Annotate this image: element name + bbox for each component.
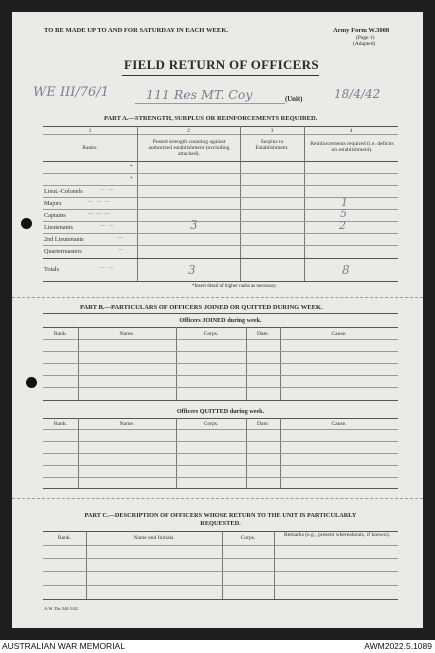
joined-row-line-4 xyxy=(43,387,398,388)
joined-col-corps: Corps. xyxy=(203,331,219,337)
handwritten-reference: WE III/76/1 xyxy=(33,85,109,100)
archive-name: AUSTRALIAN WAR MEMORIAL xyxy=(2,641,125,651)
col-number-4: 4 xyxy=(349,128,353,134)
row-leader: — — xyxy=(100,266,115,271)
row-leader: — — xyxy=(100,188,115,193)
required-captains-value: 5 xyxy=(340,207,347,220)
joined-title: Officers JOINED during week. xyxy=(179,317,262,324)
joined-col-cause: Cause. xyxy=(331,331,347,337)
quitted-col-corps: Corps. xyxy=(203,421,219,427)
joined-col-name: Name. xyxy=(119,331,135,337)
rank-majors: Majors xyxy=(44,200,62,207)
handwritten-unit: 111 Res MT. Coy xyxy=(146,87,253,102)
handwritten-date: 18/4/42 xyxy=(334,87,381,101)
print-code: A.W. Dst 546 5/42 xyxy=(44,606,78,611)
row-leader: — — — xyxy=(88,200,111,205)
form-page: (Page 1) xyxy=(356,35,375,41)
part-c-col-rank: Rank. xyxy=(57,535,72,541)
part-c-col-remarks: Remarks (e.g., present whereabouts, if known). xyxy=(284,532,390,538)
form-number: Army Form W.3008 xyxy=(333,27,390,34)
part-c-title-line1: PART C.—DESCRIPTION OF OFFICERS WHOSE RETURN TO THE UNIT IS PARTICULARLY xyxy=(84,512,357,519)
unit-line xyxy=(135,103,285,104)
posted-totals-value: 3 xyxy=(188,263,196,277)
page-title: FIELD RETURN OF OFFICERS xyxy=(124,57,319,72)
quitted-title-rule xyxy=(43,418,398,419)
part-c-row-line-2 xyxy=(43,571,398,572)
col-number-3: 3 xyxy=(270,128,274,134)
col-header-reinforcements: Reinforcements required (i.e. deficits on establishment). xyxy=(310,141,394,153)
part-a-title: PART A.—STRENGTH, SURPLUS OR REINFORCEMENTS REQUIRED. xyxy=(104,115,318,122)
row-line-5 xyxy=(43,245,398,246)
rank-2nd-lieutenants: 2nd Lieutenants xyxy=(44,236,84,243)
part-a-top-rule xyxy=(43,126,398,127)
punch-hole-top xyxy=(21,218,32,229)
blank-row-asterisk-1: * xyxy=(130,165,133,170)
quitted-title: Officers QUITTED during week. xyxy=(176,408,265,415)
quitted-col-cause: Cause. xyxy=(331,421,347,427)
row-leader: — — xyxy=(100,224,115,229)
rank-captains: Captains xyxy=(44,212,66,219)
part-c-col-name: Name and Initials. xyxy=(133,535,175,541)
rank-lieut-colonels: Lieut.-Colonels xyxy=(44,188,83,195)
joined-top-rule xyxy=(43,313,398,314)
joined-row-line-1 xyxy=(43,351,398,352)
part-c-title-line2: REQUESTED. xyxy=(200,520,241,527)
header-instruction: TO BE MADE UP TO AND FOR SATURDAY IN EACH WEEK. xyxy=(44,27,229,34)
section-separator-b-c xyxy=(12,498,423,499)
part-c-header-rule xyxy=(43,545,398,546)
joined-title-rule xyxy=(43,327,398,328)
archive-caption-bar xyxy=(0,640,435,653)
joined-bottom-rule xyxy=(43,400,398,401)
blank-row-asterisk-2: * xyxy=(130,177,133,182)
row-leader: — xyxy=(118,248,124,253)
quitted-col-date: Date. xyxy=(257,421,269,427)
part-a-bottom-rule xyxy=(43,281,398,282)
posted-lieutenants-value: 3 xyxy=(190,218,198,232)
quitted-bottom-rule xyxy=(43,488,398,489)
required-totals-value: 8 xyxy=(342,263,350,277)
col-header-ranks: Ranks. xyxy=(82,145,98,151)
row-leader: — xyxy=(118,236,124,241)
joined-col-date: Date. xyxy=(257,331,269,337)
part-c-col-divider-3 xyxy=(274,531,275,599)
joined-row-line-2 xyxy=(43,363,398,364)
row-leader: — — — xyxy=(88,212,111,217)
part-c-col-corps: Corps. xyxy=(240,535,256,541)
quitted-row-line-4 xyxy=(43,477,398,478)
part-c-col-divider-1 xyxy=(86,531,87,599)
quitted-header-rule xyxy=(43,429,398,430)
col-number-1: 1 xyxy=(88,128,92,134)
part-a-number-rule xyxy=(43,134,398,135)
col-header-posted: Posted strength counting against authorized establishment (excluding attached). xyxy=(148,139,230,157)
part-c-row-line-1 xyxy=(43,558,398,559)
row-line-blank-1 xyxy=(43,173,398,174)
higher-ranks-note: *Insert detail of higher ranks as necessary. xyxy=(192,284,277,289)
quitted-row-line-3 xyxy=(43,465,398,466)
catalogue-number: AWM2022.5.1089 xyxy=(364,641,432,651)
rank-quartermasters: Quartermasters xyxy=(44,248,82,255)
totals-label: Totals xyxy=(44,266,60,273)
punch-hole-bottom xyxy=(26,377,37,388)
quitted-col-name: Name. xyxy=(119,421,135,427)
row-line-blank-2 xyxy=(43,185,398,186)
joined-col-rank: Rank. xyxy=(53,331,68,337)
section-separator-a-b xyxy=(12,297,423,298)
unit-label: (Unit) xyxy=(285,96,303,103)
joined-row-line-3 xyxy=(43,375,398,376)
col-number-2: 2 xyxy=(187,128,190,134)
part-a-header-rule xyxy=(43,161,398,162)
form-adapted: (Adapted) xyxy=(353,41,376,47)
part-c-bottom-rule xyxy=(43,599,398,600)
required-lieutenants-value: 2 xyxy=(339,219,346,232)
rank-lieutenants: Lieutenants xyxy=(44,224,73,231)
title-underline xyxy=(122,75,319,76)
row-line-6 xyxy=(43,258,398,259)
part-b-title: PART B.—PARTICULARS OF OFFICERS JOINED OR QUITTED DURING WEEK. xyxy=(80,304,323,311)
quitted-row-line-2 xyxy=(43,453,398,454)
quitted-row-line-1 xyxy=(43,441,398,442)
col-header-surplus: Surplus to Establishment. xyxy=(255,139,289,151)
part-c-row-line-3 xyxy=(43,585,398,586)
part-c-col-divider-2 xyxy=(222,531,223,599)
row-line-4 xyxy=(43,233,398,234)
required-majors-value: 1 xyxy=(341,196,348,209)
quitted-col-rank: Rank. xyxy=(53,421,68,427)
joined-header-rule xyxy=(43,339,398,340)
